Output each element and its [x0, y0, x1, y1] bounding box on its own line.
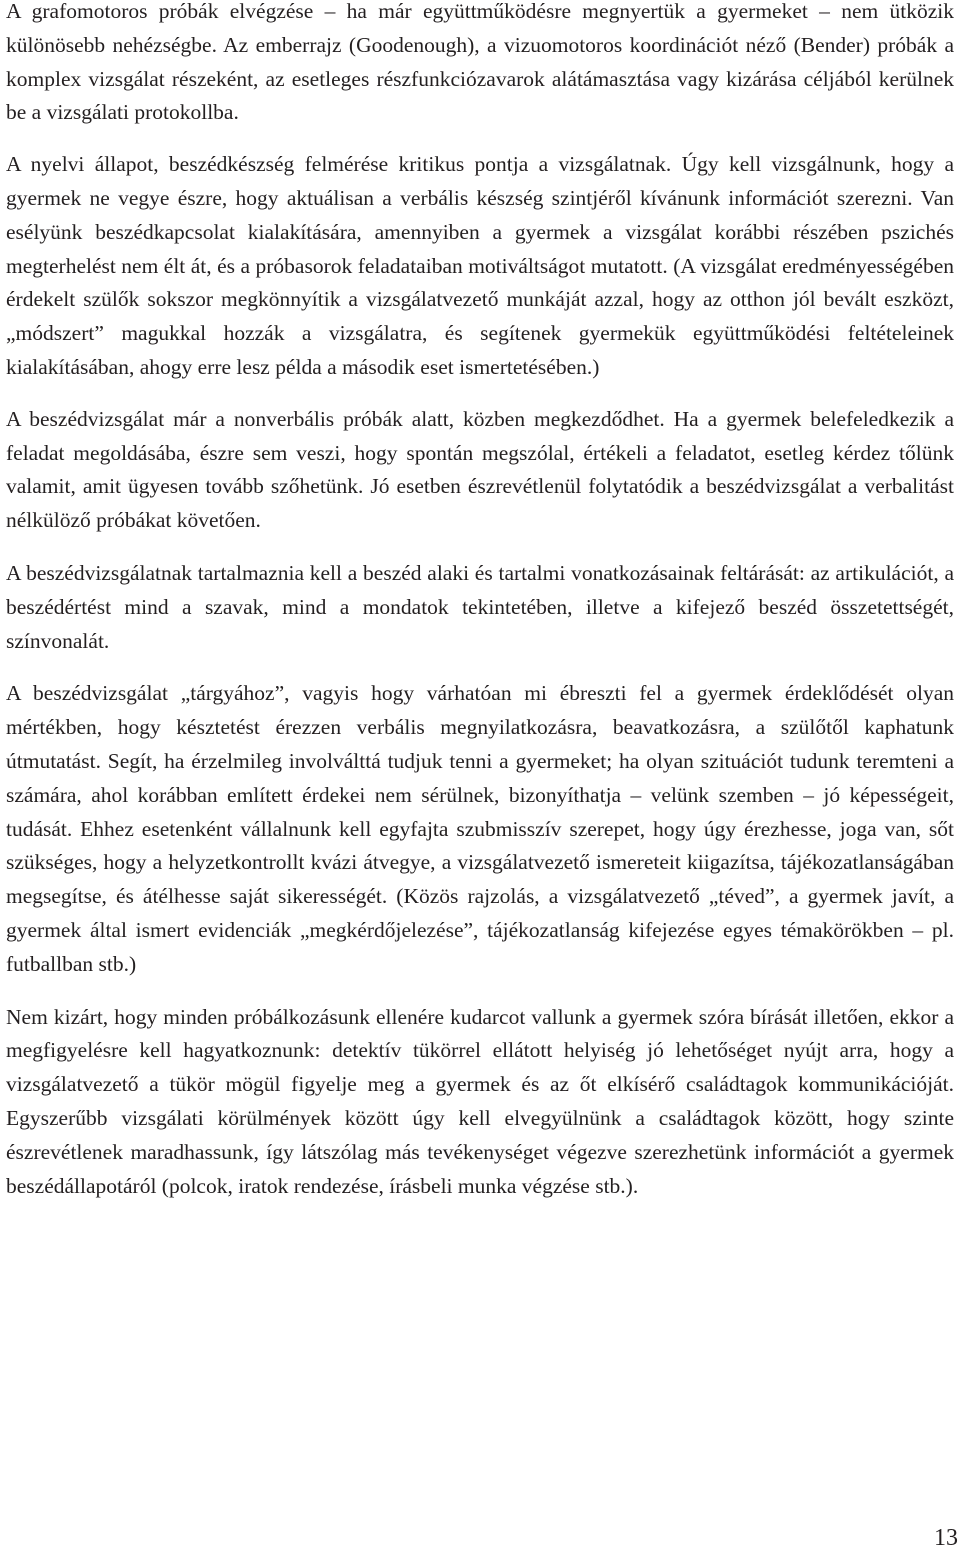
paragraph-nyelvi-allapot: A nyelvi állapot, beszédkészség felmérése kritikus pontja a vizsgálatnak. Úgy kell vizsgálnunk, hogy a gyermek ne vegye észre, hogy aktuálisan a verbális készség szintjéről kívánunk információt szerezni. Van esélyünk beszédkapcsolat kialakítására, amennyiben a gyermek a vizsgálat korábbi részében pszichés megterhelést nem élt át, és a próbasorok feladataiban motiváltságot mutatott. (A vizsgálat eredményességében érdekelt szülők sokszor megkönnyítik a vizsgálatvezető munkáját azzal, hogy az otthon jól bevált eszközt, „módszert” magukkal hozzák a vizsgálatra, és segítenek gyermekük együttműködési feltételeinek kialakításában, ahogy erre lesz példa a második eset ismertetésében.): [6, 152, 954, 379]
paragraph-beszedvizsgalat-tartalma: A beszédvizsgálatnak tartalmaznia kell a beszéd alaki és tartalmi vonatkozásainak feltárását: az artikulációt, a beszédértést mind a szavak, mind a mondatok tekintetében, illetve a kifejező beszéd összetettségét, színvonalát.: [6, 560, 954, 653]
paragraph-grafomotoros-probak: A grafomotoros próbák elvégzése – ha már együttműködésre megnyertük a gyermeket – nem ütközik különösebb nehézségbe. Az emberrajz (Goodenough), a vizuomotoros koordinációt néző (Bender) próbák a komplex vizsgálat részeként, az esetleges részfunkciózavarok alátámasztása vagy kizárása céljából kerülnek be a vizsgálati protokollba.: [6, 0, 954, 125]
paragraph-beszedvizsgalat-kezdete: A beszédvizsgálat már a nonverbális próbák alatt, közben megkezdődhet. Ha a gyermek belefeledkezik a feladat megoldásába, észre sem veszi, hogy spontán megszólal, értékeli a feladatot, esetleg kérdez tőlünk valamit, amit ügyesen tovább szőhetünk. Jó esetben észrevétlenül folytatódik a beszédvizsgálat a verbalitást nélkülöző próbákat követően.: [6, 406, 954, 533]
page-number: 13: [934, 1525, 958, 1551]
paragraph-beszedvizsgalat-targya: A beszédvizsgálat „tárgyához”, vagyis hogy várhatóan mi ébreszti fel a gyermek érdeklődését olyan mértékben, hogy késztetést érezzen verbális megnyilatkozásra, beavatkozásra, a szülőtől kaphatunk útmutatást. Segít, ha érzelmileg involválttá tudjuk tenni a gyermeket; ha olyan szituációt tudunk teremteni a számára, ahol korábban említett érdekei nem sérülnek, bizonyíthatja – velünk szemben – jó képességeit, tudását. Ehhez esetenként vállalnunk kell egyfajta szubmisszív szerepet, hogy úgy érezhesse, joga van, sőt szükséges, hogy a helyzetkontrollt kvázi átvegye, a vizsgálatvezető ismereteit kiigazítsa, tájékozatlanságában megsegítse, és átélhesse saját sikerességét. (Közös rajzolás, a vizsgálatvezető „téved”, a gyermek javít, a gyermek által ismert evidenciák „megkérdőjelezése”, tájékozatlanság kifejezése egyes témakörökben – pl. futballban stb.): [6, 681, 954, 976]
paragraph-megfigyeles: Nem kizárt, hogy minden próbálkozásunk ellenére kudarcot vallunk a gyermek szóra bírását illetően, ekkor a megfigyelésre kell hagyatkoznunk: detektív tükörrel ellátott helyiség jó lehetőséget nyújt arra, hogy a vizsgálatvezető a tükör mögül figyelje meg a gyermek és az őt elkísérő családtagok kommunikációját. Egyszerűbb vizsgálati körülmények között úgy kell elvegyülnünk a családtagok között, hogy szinte észrevétlenek maradhassunk, így látszólag más tevékenységet végezve szerezhetünk információt a gyermek beszédállapotáról (polcok, iratok rendezése, írásbeli munka végzése stb.).: [6, 1004, 954, 1198]
